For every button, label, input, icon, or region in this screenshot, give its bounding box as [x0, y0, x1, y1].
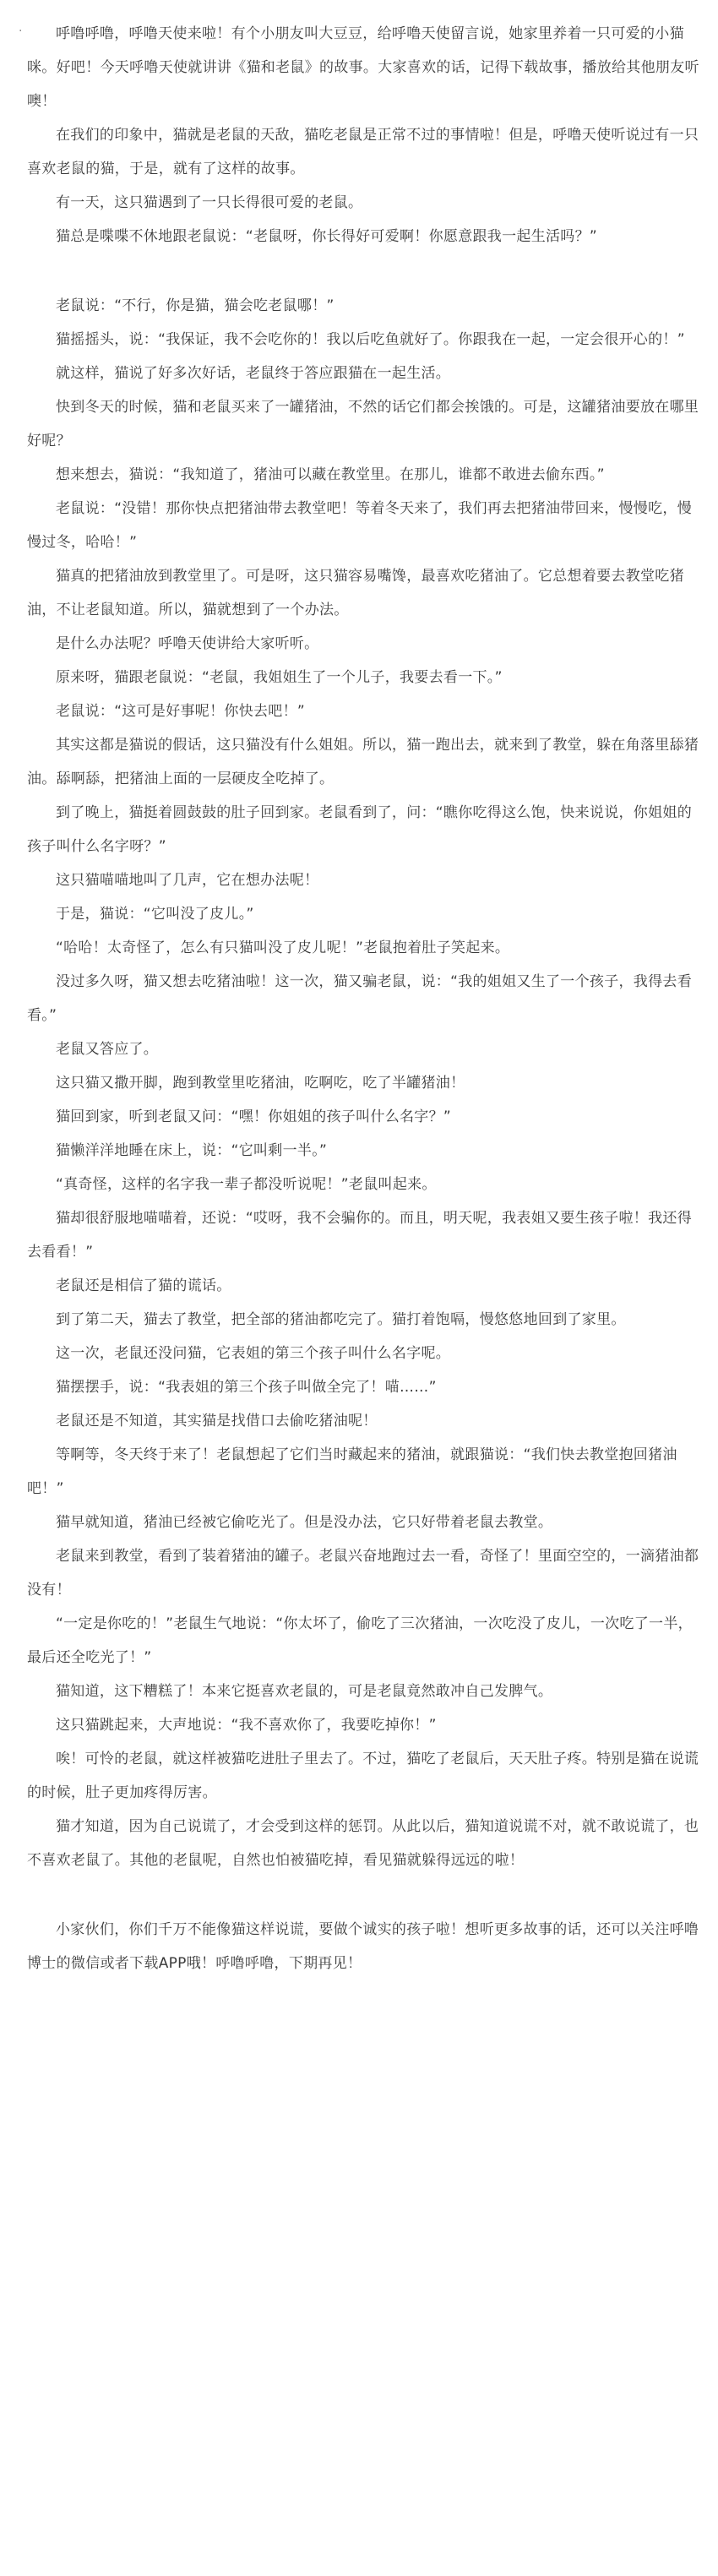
paragraph: 唉！可怜的老鼠，就这样被猫吃进肚子里去了。不过，猫吃了老鼠后，天天肚子疼。特别是猫在说谎的时候，肚子更加疼得厉害。 [27, 1751, 699, 1801]
paragraph: 老鼠说：“这可是好事呢！你快去吧！” [56, 703, 306, 720]
paragraph-gap [27, 1877, 699, 1913]
paragraph: 猫回到家，听到老鼠又问：“嘿！你姐姐的孩子叫什么名字？” [56, 1108, 452, 1125]
lead-marker: · [19, 25, 23, 38]
paragraph: 原来呀，猫跟老鼠说：“老鼠，我姐姐生了一个儿子，我要去看一下。” [56, 669, 503, 686]
paragraph: 老鼠还是不知道，其实猫是找借口去偷吃猪油呢！ [56, 1413, 378, 1430]
paragraph: 到了晚上，猫挺着圆鼓鼓的肚子回到家。老鼠看到了，问：“瞧你吃得这么饱，快来说说，你姐姐的孩子叫什么名字呀？” [27, 804, 693, 855]
paragraph: 老鼠来到教堂，看到了装着猪油的罐子。老鼠兴奋地跑过去一看，奇怪了！里面空空的，一滴猪油都没有！ [27, 1548, 699, 1598]
paragraph: 猫才知道，因为自己说谎了，才会受到这样的惩罚。从此以后，猫知道说谎不对，就不敢说谎了，也不喜欢老鼠了。其他的老鼠呢，自然也怕被猫吃掉，看见猫就躲得远远的啦！ [27, 1818, 699, 1869]
paragraph: 老鼠还是相信了猫的谎话。 [56, 1277, 231, 1294]
paragraph: 这只猫跳起来，大声地说：“我不喜欢你了，我要吃掉你！” [56, 1717, 437, 1734]
paragraph: 猫知道，这下糟糕了！本来它挺喜欢老鼠的，可是老鼠竟然敢冲自己发脾气。 [56, 1683, 553, 1700]
paragraph: “真奇怪，这样的名字我一辈子都没听说呢！”老鼠叫起来。 [56, 1176, 437, 1193]
paragraph: 老鼠说：“不行，你是猫，猫会吃老鼠哪！” [56, 297, 335, 314]
paragraph: 在我们的印象中，猫就是老鼠的天敌，猫吃老鼠是正常不过的事情啦！但是，呼噜天使听说过有一只喜欢老鼠的猫，于是，就有了这样的故事。 [27, 127, 699, 177]
paragraph: 猫总是喋喋不休地跟老鼠说：“老鼠呀，你长得好可爱啊！你愿意跟我一起生活吗？” [56, 228, 598, 245]
paragraph-gap [27, 253, 699, 289]
paragraph: 这一次，老鼠还没问猫，它表姐的第三个孩子叫什么名字呢。 [56, 1345, 451, 1362]
paragraph: 等啊等，冬天终于来了！老鼠想起了它们当时藏起来的猪油，就跟猫说：“我们快去教堂抱回猪油吧！” [27, 1446, 677, 1497]
paragraph: 有一天，这只猫遇到了一只长得很可爱的老鼠。 [56, 194, 363, 211]
paragraph: 想来想去，猫说：“我知道了，猪油可以藏在教堂里。在那儿，谁都不敢进去偷东西。” [56, 466, 605, 483]
paragraph: 猫早就知道，猪油已经被它偷吃光了。但是没办法，它只好带着老鼠去教堂。 [56, 1514, 553, 1531]
paragraph: 猫却很舒服地喵喵着，还说：“哎呀，我不会骗你的。而且，明天呢，我表姐又要生孩子啦！我还得去看看！” [27, 1210, 693, 1261]
paragraph: “一定是你吃的！”老鼠生气地说：“你太坏了，偷吃了三次猪油，一次吃没了皮儿，一次吃了一半，最后还全吃光了！” [27, 1615, 693, 1666]
paragraph: 老鼠又答应了。 [56, 1041, 159, 1058]
paragraph: 于是，猫说：“它叫没了皮儿。” [56, 906, 254, 923]
paragraph: 这只猫又撒开脚，跑到教堂里吃猪油，吃啊吃，吃了半罐猪油！ [56, 1075, 465, 1092]
paragraph: 猫摇摇头，说：“我保证，我不会吃你的！我以后吃鱼就好了。你跟我在一起，一定会很开心的！” [56, 331, 685, 348]
paragraph: 猫真的把猪油放到教堂里了。可是呀，这只猫容易嘴馋，最喜欢吃猪油了。它总想着要去教堂吃猪油，不让老鼠知道。所以，猫就想到了一个办法。 [27, 568, 684, 618]
paragraph: 这只猫喵喵地叫了几声，它在想办法呢！ [56, 872, 319, 889]
paragraph: “哈哈！太奇怪了，怎么有只猫叫没了皮儿呢！”老鼠抱着肚子笑起来。 [56, 939, 510, 956]
paragraph-outro: 小家伙们，你们千万不能像猫这样说谎，要做个诚实的孩子啦！想听更多故事的话，还可以关注呼噜博士的微信或者下载APP哦！呼噜呼噜，下期再见！ [27, 1921, 699, 1972]
paragraph: 其实这都是猫说的假话，这只猫没有什么姐姐。所以，猫一跑出去，就来到了教堂，躲在角落里舔猪油。舔啊舔，把猪油上面的一层硬皮全吃掉了。 [27, 737, 699, 787]
paragraph: 是什么办法呢？呼噜天使讲给大家听听。 [56, 635, 319, 652]
paragraph: 猫懒洋洋地睡在床上，说：“它叫剩一半。” [56, 1142, 328, 1159]
paragraph: 猫摆摆手，说：“我表姐的第三个孩子叫做全完了！喵……” [56, 1379, 437, 1396]
paragraph: 老鼠说：“没错！那你快点把猪油带去教堂吧！等着冬天来了，我们再去把猪油带回来，慢慢吃，慢慢过冬，哈哈！” [27, 500, 693, 551]
paragraph: 没过多久呀，猫又想去吃猪油啦！这一次，猫又骗老鼠，说：“我的姐姐又生了一个孩子，我得去看看。” [27, 973, 693, 1024]
paragraph-intro: 呼噜呼噜，呼噜天使来啦！有个小朋友叫大豆豆，给呼噜天使留言说，她家里养着一只可爱的小猫咪。好吧！今天呼噜天使就讲讲《猫和老鼠》的故事。大家喜欢的话，记得下载故事，播放给其他朋友听噢！ [27, 25, 699, 110]
paragraph: 就这样，猫说了好多次好话，老鼠终于答应跟猫在一起生活。 [56, 365, 451, 382]
paragraph: 快到冬天的时候，猫和老鼠买来了一罐猪油，不然的话它们都会挨饿的。可是，这罐猪油要放在哪里好呢？ [27, 399, 699, 449]
paragraph: 到了第二天，猫去了教堂，把全部的猪油都吃完了。猫打着饱嗝，慢悠悠地回到了家里。 [56, 1311, 626, 1328]
